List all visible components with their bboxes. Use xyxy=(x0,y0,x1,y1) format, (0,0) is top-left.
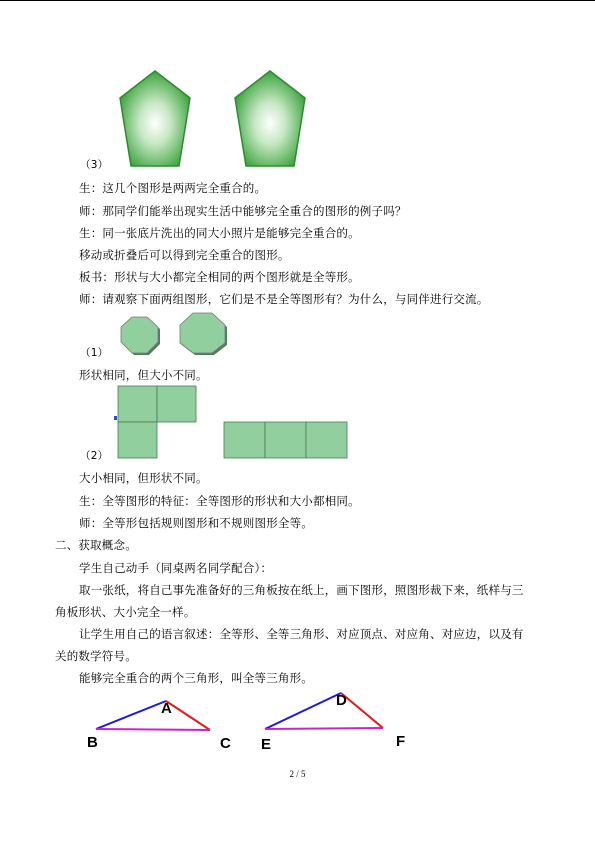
figure-1-label: （1） xyxy=(80,347,109,359)
square-row-3 xyxy=(306,422,347,458)
text-line-12: 学生自己动手（同桌两名同学配合）： xyxy=(79,561,273,575)
text-line-8: 大小相同，但形状不同。 xyxy=(79,471,208,485)
text-line-16: 关的数学符号。 xyxy=(55,649,137,663)
text-line-7: 形状相同，但大小不同。 xyxy=(79,368,208,382)
text-line-15: 让学生用自己的语言叙述：全等形、全等三角形、对应顶点、对应角、对应边，以及有 xyxy=(79,627,524,641)
pentagon-left xyxy=(120,71,190,166)
page-number: 2 / 5 xyxy=(289,769,306,779)
square-row-2 xyxy=(265,422,306,458)
text-line-13: 取一张纸，将自己事先准备好的三角板按在纸上，画下图形，照图形裁下来，纸样与三 xyxy=(79,583,524,597)
vertex-d: D xyxy=(336,692,347,709)
square-row-1 xyxy=(224,422,265,458)
figure-3-label: （3） xyxy=(80,159,109,171)
text-line-4: 移动或折叠后可以得到完全重合的图形。 xyxy=(79,248,290,262)
section-heading: 二、获取概念。 xyxy=(55,538,137,552)
vertex-a: A xyxy=(161,700,172,717)
vertex-e: E xyxy=(261,736,272,753)
octagon-figure xyxy=(116,311,228,357)
text-line-9: 生：全等图形的特征：全等图形的形状和大小都相同。 xyxy=(79,494,360,508)
text-line-2: 师：那同学们能举出现实生活中能够完全重合的图形的例子吗？ xyxy=(79,204,407,218)
side-ed xyxy=(265,693,341,729)
pentagon-figure xyxy=(118,68,318,170)
text-line-10: 师：全等形包括规则图形和不规则图形全等。 xyxy=(79,516,313,530)
text-line-3: 生：同一张底片洗出的同大小照片是能够完全重合的。 xyxy=(79,226,360,240)
square-top-right xyxy=(157,386,196,422)
squares-figure xyxy=(114,385,350,461)
vertex-c: C xyxy=(220,735,231,752)
text-line-17: 能够完全重合的两个三角形，叫全等三角形。 xyxy=(79,671,313,685)
square-top-left xyxy=(118,386,157,422)
figure-2-label: （2） xyxy=(80,450,109,462)
vertex-b: B xyxy=(87,734,98,751)
side-ba xyxy=(96,701,166,729)
square-bottom-left xyxy=(118,422,157,458)
triangles-figure xyxy=(80,688,420,754)
text-line-14: 角板形状、大小完全一样。 xyxy=(55,605,196,619)
text-line-5: 板书：形状与大小都完全相同的两个图形就是全等形。 xyxy=(79,270,360,284)
vertex-f: F xyxy=(396,733,406,750)
side-ac xyxy=(166,701,210,730)
side-df xyxy=(341,693,383,728)
text-line-1: 生：这几个图形是两两完全重合的。 xyxy=(79,181,267,195)
text-line-6: 师：请观察下面两组图形，它们是不是全等图形有？为什么，与同伴进行交流。 xyxy=(79,292,489,306)
pentagon-right xyxy=(235,71,305,166)
side-ef xyxy=(265,728,383,729)
page-top-rule xyxy=(0,0,595,1)
side-bc xyxy=(96,729,210,730)
